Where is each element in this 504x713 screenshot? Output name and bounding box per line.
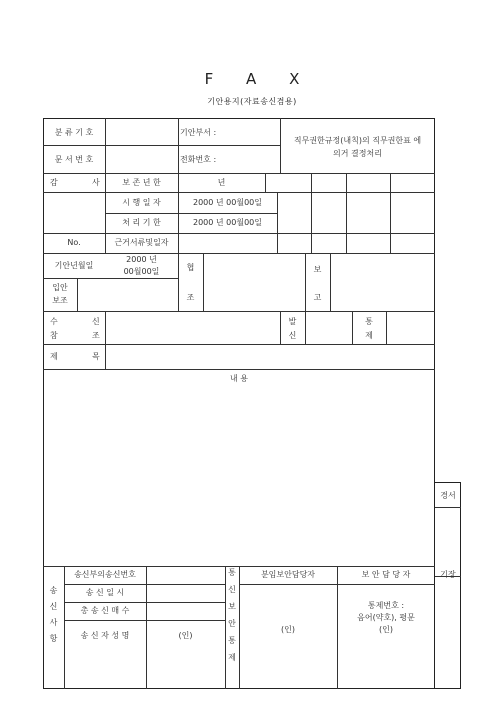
grid-line: [265, 173, 266, 192]
cooperation-label-2: 조: [186, 293, 195, 302]
grid-line: [64, 620, 225, 621]
report-label-1: 보: [313, 265, 322, 274]
grid-line: [203, 253, 204, 311]
comm-security-6: 제: [228, 653, 236, 662]
document-title: F A X: [204, 70, 314, 88]
branch-security-officer-label: 분임보안담당자: [260, 570, 316, 579]
draft-date-line-2: 00월00일: [123, 267, 160, 276]
control-type-label: 음어(약호), 평문: [357, 613, 415, 622]
deadline-label: 처 리 기 한: [122, 218, 161, 227]
basis-doc-label: 근거서류및일자: [114, 238, 169, 247]
assist-label-1: 입안: [52, 283, 68, 292]
comm-security-5: 통: [228, 636, 236, 645]
reference-label-2: 조: [92, 331, 100, 340]
drafting-dept-label: 기안부서 :: [180, 128, 217, 137]
grid-line: [43, 233, 435, 234]
transmission-label-4: 항: [49, 634, 58, 643]
seal-side-label: 경서: [440, 491, 456, 500]
report-label-2: 고: [313, 293, 322, 302]
reference-label-1: 참: [50, 331, 58, 340]
sender-name-label: 송 신 자 성 명: [80, 631, 130, 640]
retention-value: 년: [217, 178, 226, 187]
cooperation-label-1: 협: [186, 263, 195, 272]
comm-security-2: 신: [228, 585, 236, 594]
grid-line: [277, 192, 278, 253]
grid-line: [43, 192, 435, 193]
grid-line: [43, 278, 178, 279]
draft-date-label: 기안년월일: [54, 261, 94, 270]
audit-label-2: 사: [92, 178, 100, 187]
deadline-value: 2000 년 00월00일: [193, 218, 262, 227]
side-column-border: [435, 482, 461, 689]
sender-seal-mark: (인): [178, 631, 193, 640]
branch-officer-seal: (인): [281, 625, 295, 634]
recipient-label-2: 신: [92, 317, 100, 326]
comm-security-4: 안: [228, 619, 236, 628]
draft-date-line-1: 2000 년: [126, 255, 157, 264]
fax-draft-form: [43, 118, 461, 690]
transmission-label-2: 신: [49, 602, 58, 611]
grid-line: [311, 173, 312, 253]
security-officer-label: 보 안 담 당 자: [361, 570, 411, 579]
sender-label-1: 발: [288, 317, 297, 326]
classification-label: 분 류 기 호: [54, 128, 94, 137]
transmission-label-3: 사: [49, 618, 58, 627]
grid-line: [105, 118, 106, 173]
grid-line: [435, 507, 461, 508]
grid-line: [43, 253, 435, 254]
grid-line: [178, 118, 179, 173]
sender-label-2: 신: [288, 331, 297, 340]
grid-line: [390, 173, 391, 253]
grid-line: [146, 566, 147, 689]
recipient-label-1: 수: [50, 317, 58, 326]
side-note-label: 기장: [440, 570, 456, 579]
grid-line: [386, 311, 387, 344]
grid-line: [105, 213, 277, 214]
control-seal: (인): [379, 625, 393, 634]
grid-line: [43, 173, 435, 174]
grid-line: [64, 602, 225, 603]
grid-line: [330, 253, 331, 311]
retention-label: 보 존 년 한: [122, 178, 161, 187]
no-label: No.: [67, 238, 81, 247]
assist-label-2: 보조: [52, 296, 68, 305]
grid-line: [43, 145, 280, 146]
subject-label-2: 목: [92, 352, 100, 361]
grid-line: [305, 311, 306, 344]
grid-line: [43, 369, 435, 370]
comm-security-3: 보: [228, 602, 236, 611]
subject-label-1: 제: [50, 352, 58, 361]
execution-date-value: 2000 년 00월00일: [193, 198, 262, 207]
grid-line: [346, 173, 347, 253]
document-subtitle: 기안용지(자료송신겸용): [207, 97, 297, 106]
authority-note-line-2: 의거 결정처리: [333, 149, 382, 158]
grid-line: [77, 278, 78, 311]
control-label-2: 제: [365, 331, 373, 340]
audit-label-1: 감: [50, 178, 58, 187]
control-label-1: 통: [365, 317, 373, 326]
grid-line: [43, 344, 435, 345]
execution-date-label: 시 행 일 자: [122, 198, 161, 207]
send-number-label: 송신부의송신번호: [74, 570, 136, 579]
send-datetime-label: 송 신 일 시: [85, 588, 125, 597]
control-number-label: 통제번호 :: [367, 601, 405, 610]
phone-label: 전화번호 :: [180, 155, 217, 164]
grid-line: [43, 311, 435, 312]
total-pages-label: 총 송 신 매 수: [80, 606, 130, 615]
authority-note-line-1: 직무권한규정(내칙)의 직무권한표 에: [293, 136, 422, 145]
content-label: 내 용: [230, 374, 248, 383]
transmission-label-1: 송: [49, 586, 58, 595]
comm-security-1: 통: [228, 568, 236, 577]
grid-line: [105, 311, 106, 369]
grid-line: [64, 566, 65, 689]
doc-number-label: 문 서 번 호: [54, 155, 94, 164]
grid-line: [64, 584, 225, 585]
